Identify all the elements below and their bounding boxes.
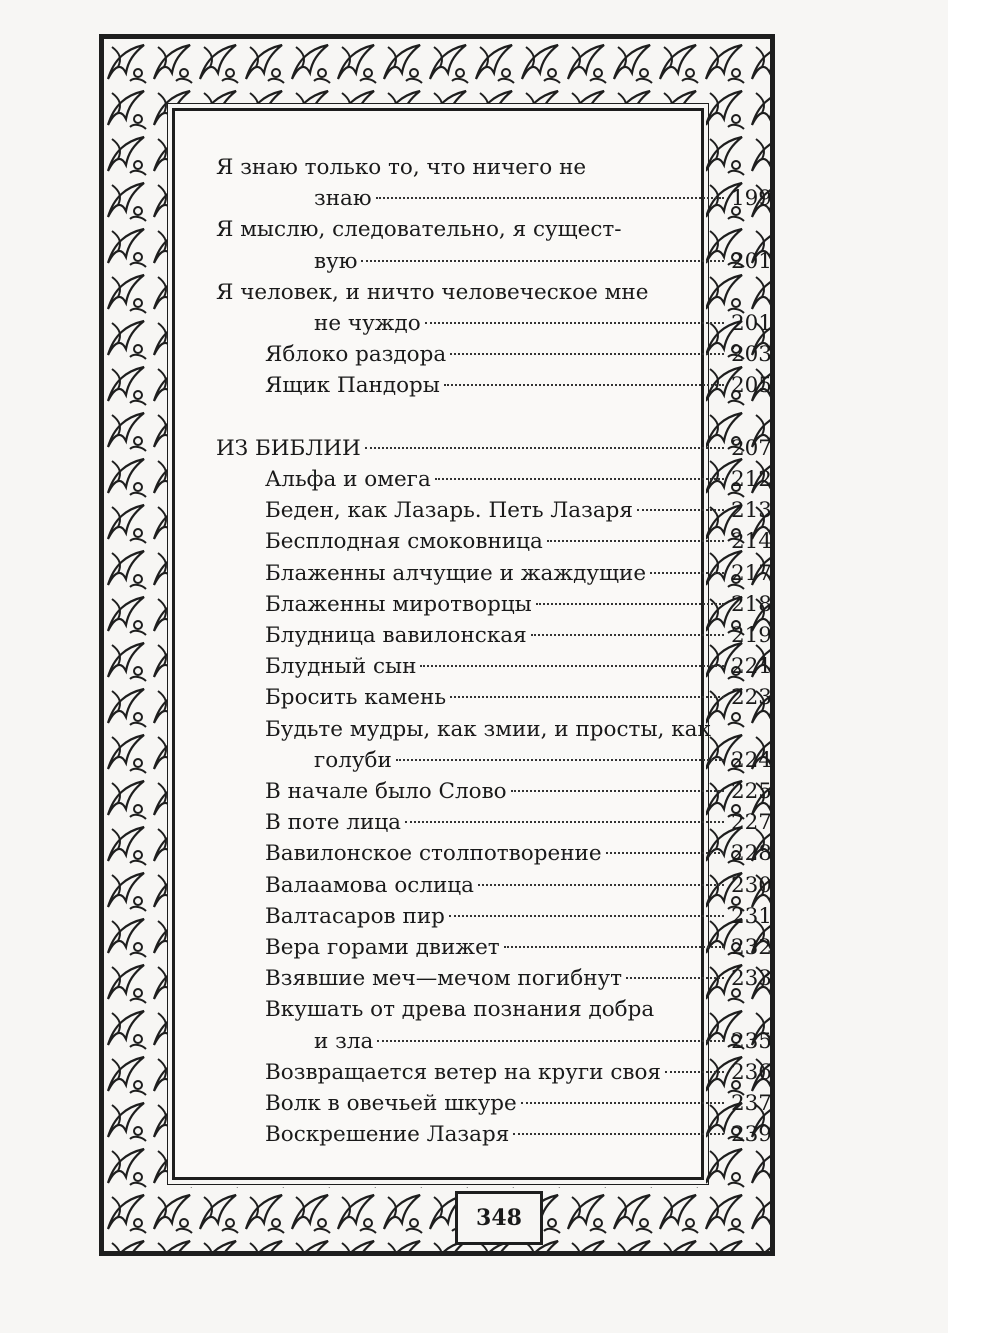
toc-line [216,526,772,557]
toc-page-number: 225 [730,779,772,805]
dot-leader [377,1040,724,1042]
toc-page-number: 235 [730,1028,772,1054]
dot-leader [425,322,724,324]
toc-entry-title: Беден, как Лазарь. Петь Лазаря [265,498,633,524]
dot-leader [513,1133,724,1135]
toc-entry [216,1088,772,1119]
toc-line [216,776,772,807]
toc-page-number: 207 [730,435,772,461]
toc-line [216,589,772,620]
toc-entry [216,1119,772,1150]
toc-entry-title: Волк в овечьей шкуре [265,1091,517,1117]
toc-page-number: 203 [730,342,772,368]
toc-page-number: 232 [730,935,772,961]
toc-page-number: 217 [730,560,772,586]
toc-entry-title: Валтасаров пир [265,903,445,929]
toc-entry [216,963,772,994]
toc-entry-title: Яблоко раздора [265,342,447,368]
dot-leader [637,509,724,511]
toc-entry [216,714,772,776]
toc-line [216,901,772,932]
toc-line [216,464,772,495]
toc-page-number: 223 [730,685,772,711]
toc-line [216,807,772,838]
toc-line [216,495,772,526]
dot-leader [606,852,724,854]
dot-leader [361,260,724,262]
toc-entry-title: В начале было Слово [265,779,507,805]
toc-line [216,370,772,401]
toc-entry-title: В поте лица [265,810,401,836]
toc-line [216,682,772,713]
dot-leader [531,634,724,636]
toc-page-number: 221 [730,654,772,680]
toc-line [216,1026,772,1057]
toc-entry-title: ИЗ БИБЛИИ [216,435,361,461]
toc-entry [216,776,772,807]
toc-entry-title: Блудный сын [265,654,417,680]
toc-entry [216,277,772,339]
toc-entry [216,339,772,370]
toc-line [216,745,772,776]
toc-line [216,246,772,277]
page-number: 348 [476,1205,522,1231]
toc-page-number: 236 [730,1059,772,1085]
toc-entry [216,370,772,401]
toc-entry-title: Бесплодная смоковница [265,529,543,555]
toc-page-number: 213 [730,498,772,524]
toc-page-number: 219 [730,623,772,649]
dot-leader [405,821,724,823]
toc-page-number: 231 [730,903,772,929]
toc-line [216,214,772,245]
toc-page-number: 199 [730,186,772,212]
toc-page-number: 205 [730,373,772,399]
dot-leader [665,1071,724,1073]
toc-entry-title: Бросить камень [265,685,447,711]
toc-entry-title: знаю [314,186,372,212]
dot-leader [521,1102,724,1104]
toc-line [216,277,772,308]
toc-page-number: 212 [730,467,772,493]
toc-line [216,838,772,869]
toc-entry-title: Будьте мудры, как змии, и просты, как [265,716,711,742]
toc-line [216,714,772,745]
toc-entry-title: Вера горами движет [265,935,500,961]
toc-entry [216,870,772,901]
toc-page-number: 227 [730,810,772,836]
toc-page-number: 239 [730,1122,772,1148]
toc-line [216,1119,772,1150]
dot-leader [444,384,724,386]
toc-page-number: 237 [730,1091,772,1117]
toc-entry-title: голуби [314,747,392,773]
toc-entry [216,1057,772,1088]
toc-page-number: 224 [730,747,772,773]
toc-entry [216,932,772,963]
toc-entry [216,807,772,838]
toc-page-number: 201 [730,311,772,337]
toc-entry [216,558,772,589]
toc-entry [216,589,772,620]
toc-line [216,433,772,464]
dot-leader [626,977,724,979]
toc-entry [216,495,772,526]
toc-entry-title: вую [314,248,358,274]
toc-entry [216,994,772,1056]
toc-line [216,339,772,370]
toc-line [216,620,772,651]
toc-entry-title: Вкушать от древа познания добра [265,997,655,1023]
dot-leader [547,540,724,542]
dot-leader [435,478,724,480]
toc-entry-title: Ящик Пандоры [265,373,440,399]
toc-entry [216,901,772,932]
toc-page-number: 201 [730,248,772,274]
toc-entry-title: Я знаю только то, что ничего не [216,155,587,180]
table-of-contents [216,152,772,1150]
dot-leader [420,665,724,667]
toc-entry-title: Блудница вавилонская [265,623,527,649]
toc-line [216,963,772,994]
toc-entry-title: Я мыслю, следовательно, я сущест- [216,217,622,243]
toc-line [216,152,772,183]
toc-page-number: 230 [730,872,772,898]
dot-leader [511,790,724,792]
toc-entry [216,682,772,713]
dot-leader [478,884,724,886]
toc-page-number: 218 [730,591,772,617]
toc-page-number: 233 [730,966,772,992]
toc-line [216,994,772,1025]
toc-line [216,308,772,339]
toc-line [216,1057,772,1088]
toc-entry [216,152,772,214]
dot-leader [650,572,724,574]
toc-entry-title: Вавилонское столпотворение [265,841,602,867]
toc-entry-title: Блаженны алчущие и жаждущие [265,560,647,586]
toc-entry-title: Альфа и омега [265,467,431,493]
toc-line [216,183,772,214]
dot-leader [365,447,724,449]
toc-entry-title: Я человек, и ничто человеческое мне [216,279,649,305]
toc-entry-title: не чуждо [314,311,421,337]
dot-leader [450,353,724,355]
dot-leader [449,915,724,917]
toc-entry-title: Блаженны миротворцы [265,591,532,617]
toc-line [216,870,772,901]
dot-leader [536,603,724,605]
toc-entry [216,214,772,276]
toc-entry [216,464,772,495]
toc-line [216,558,772,589]
toc-entry [216,651,772,682]
dot-leader [376,197,724,199]
toc-page-number: 214 [730,529,772,555]
toc-entry-title: Взявшие меч—мечом погибнут [265,966,623,992]
toc-entry-title: Возвращается ветер на круги своя [265,1059,661,1085]
section-heading [216,433,772,464]
dot-leader [396,759,724,761]
toc-entry-title: Воскрешение Лазаря [265,1122,510,1148]
toc-entry [216,620,772,651]
toc-page-number: 228 [730,841,772,867]
dot-leader [450,696,724,698]
dot-leader [504,946,724,948]
page-number-box [455,1191,543,1245]
toc-entry [216,526,772,557]
section-gap [216,402,772,433]
toc-line [216,932,772,963]
toc-entry-title: Валаамова ослица [265,872,474,898]
toc-entry [216,838,772,869]
toc-line [216,651,772,682]
toc-entry-title: и зла [314,1028,374,1054]
toc-line [216,1088,772,1119]
